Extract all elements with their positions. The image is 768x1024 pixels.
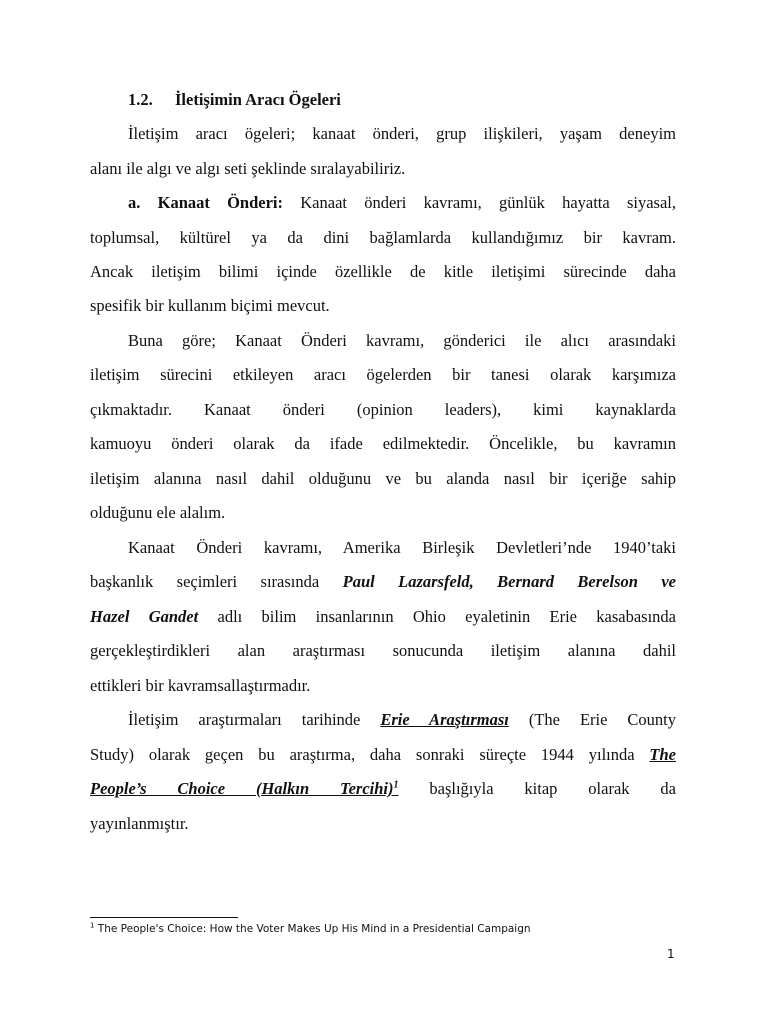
book-title-text: People’s Choice (Halkın Tercihi) <box>90 779 394 798</box>
paragraph-line <box>128 710 676 730</box>
section-heading <box>128 90 714 110</box>
footnote-text: The People's Choice: How the Voter Makes Up His Mind in a Presidential Campaign <box>94 923 531 935</box>
paragraph-line: kamuoyu önderi olarak da ifade edilmektedir. Öncelikle, bu kavramın <box>90 434 676 453</box>
paragraph-line: Ancak iletişim bilimi içinde özellikle de kitle iletişimi sürecinde daha <box>90 262 676 281</box>
footnote-separator <box>90 917 238 918</box>
paragraph-line: spesifik bir kullanım biçimi mevcut. <box>90 296 330 315</box>
erie-study-title: Erie Araştırması <box>380 710 509 729</box>
paragraph-line: gerçekleştirdikleri alan araştırması sonucunda iletişim alanına dahil <box>90 641 676 660</box>
paragraph-text: adlı bilim insanlarının Ohio eyaletinin Erie kasabasında <box>198 607 676 626</box>
paragraph-text: başkanlık seçimleri sırasında <box>90 572 343 591</box>
researchers-names: Paul Lazarsfeld, Bernard Berelson ve <box>342 572 676 591</box>
paragraph-line: olduğunu ele alalım. <box>90 503 226 522</box>
paragraph-line <box>90 745 676 765</box>
paragraph-line: çıkmaktadır. Kanaat önderi (opinion leaders), kimi kaynaklarda <box>90 400 676 419</box>
researcher-name: Hazel Gandet <box>90 607 199 626</box>
footnote-marker: 1 <box>90 921 95 930</box>
paragraph-line <box>90 779 676 799</box>
section-title: İletişimin Aracı Ögeleri <box>175 90 341 109</box>
book-title-start: The <box>649 745 676 764</box>
footnote <box>90 922 531 936</box>
section-number: 1.2. <box>128 90 153 109</box>
paragraph-text: Study) olarak geçen bu araştırma, daha sonraki süreçte 1944 yılında <box>90 745 650 764</box>
kanaat-onderi-label: a. Kanaat Önderi: <box>128 193 284 212</box>
footnote-reference[interactable]: 1 <box>393 779 399 791</box>
paragraph-text: Kanaat önderi kavramı, günlük hayatta siyasal, <box>283 193 676 212</box>
paragraph-line: iletişim alanına nasıl dahil olduğunu ve bu alanda nasıl bir içeriğe sahip <box>90 469 676 488</box>
paragraph-line <box>90 607 676 627</box>
paragraph-line: Buna göre; Kanaat Önderi kavramı, gönderici ile alıcı arasındaki <box>128 331 676 350</box>
page-number: 1 <box>667 947 675 961</box>
paragraph-line: Kanaat Önderi kavramı, Amerika Birleşik Devletleri’nde 1940’taki <box>128 538 676 557</box>
paragraph-line: İletişim aracı ögeleri; kanaat önderi, grup ilişkileri, yaşam deneyim <box>128 124 676 143</box>
paragraph-text: (The Erie County <box>508 710 676 729</box>
paragraph-line: iletişim sürecini etkileyen aracı ögelerden bir tanesi olarak karşımıza <box>90 365 676 384</box>
paragraph-line: alanı ile algı ve algı seti şeklinde sıralayabiliriz. <box>90 159 406 178</box>
paragraph-line <box>90 572 676 592</box>
paragraph-line: yayınlanmıştır. <box>90 814 189 833</box>
paragraph-text: İletişim araştırmaları tarihinde <box>128 710 381 729</box>
paragraph-text: başlığıyla kitap olarak da <box>398 779 676 798</box>
book-title <box>90 779 398 798</box>
paragraph-line <box>128 193 676 213</box>
paragraph-line: toplumsal, kültürel ya da dini bağlamlarda kullandığımız bir kavram. <box>90 228 676 247</box>
paragraph-line: ettikleri bir kavramsallaştırmadır. <box>90 676 311 695</box>
